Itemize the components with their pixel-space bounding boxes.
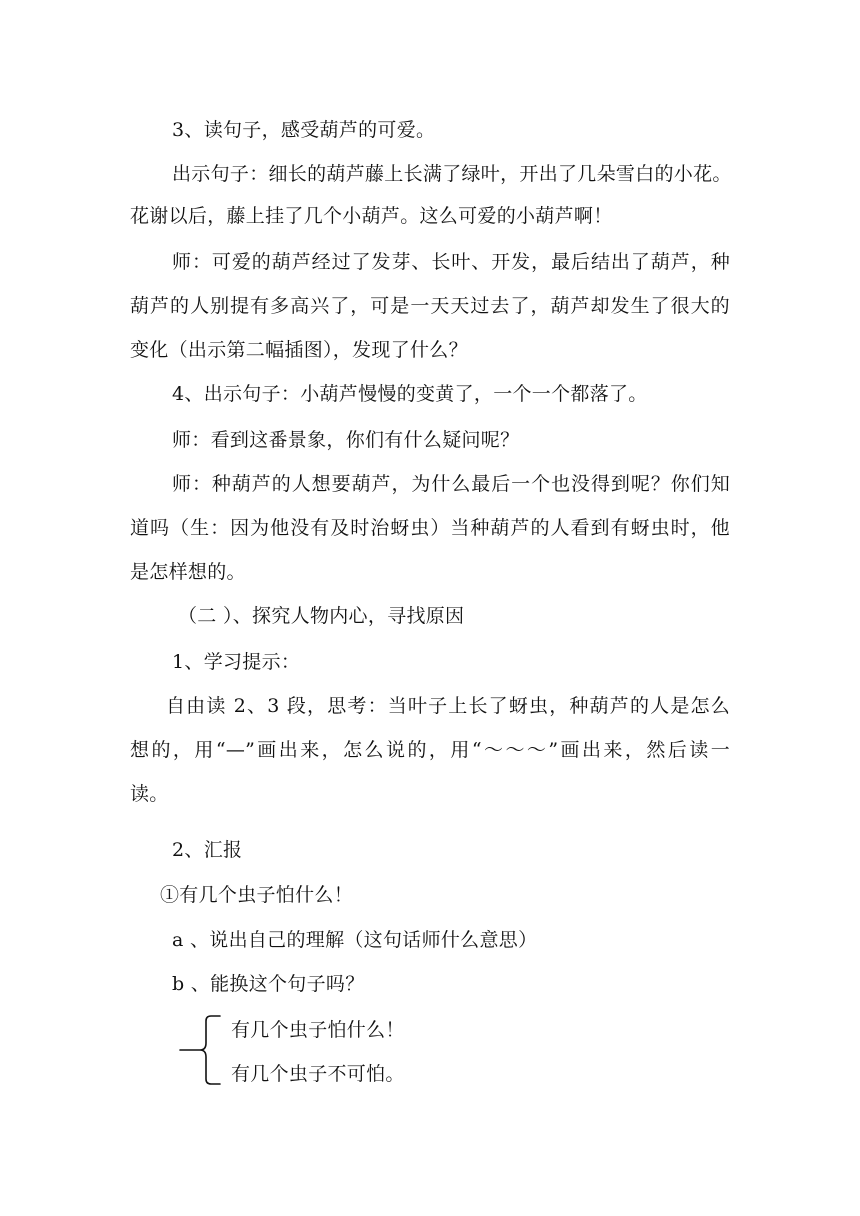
paragraph-line: 读。 bbox=[130, 783, 169, 805]
paragraph-line: 花谢以后，藤上挂了几个小葫芦。这么可爱的小葫芦啊！ bbox=[130, 205, 613, 227]
paragraph-line: 是怎样想的。 bbox=[130, 561, 246, 583]
list-item: ①有几个虫子怕什么！ bbox=[160, 884, 354, 906]
paragraph-line: 师：看到这番景象，你们有什么疑问呢？ bbox=[172, 429, 520, 451]
paragraph-heading-4: 4、出示句子：小葫芦慢慢的变黄了，一个一个都落了。 bbox=[172, 383, 648, 405]
curly-brace-icon bbox=[178, 1013, 226, 1087]
paragraph-line: 葫芦的人别提有多高兴了，可是一天天过去了，葫芦却发生了很大的 bbox=[130, 295, 730, 317]
paragraph-line: 道吗（生：因为他没有及时治蚜虫）当种葫芦的人看到有蚜虫时，他 bbox=[130, 517, 730, 539]
list-item: b 、能换这个句子吗？ bbox=[172, 973, 365, 995]
paragraph-line: 变化（出示第二幅插图），发现了什么？ bbox=[130, 339, 468, 361]
section-heading: （二 ）、探究人物内心，寻找原因 bbox=[178, 605, 465, 627]
list-item: 1、学习提示： bbox=[172, 651, 301, 673]
paragraph-line: 师：可爱的葫芦经过了发芽、长叶、开发，最后结出了葫芦，种 bbox=[172, 251, 730, 273]
list-item: 2、汇报 bbox=[172, 839, 243, 861]
paragraph-heading-3: 3、读句子，感受葫芦的可爱。 bbox=[172, 119, 436, 141]
paragraph-line: 想的，用“—”画出来，怎么说的，用“～～～”画出来，然后读一 bbox=[130, 739, 730, 761]
brace-option: 有几个虫子不可怕。 bbox=[231, 1063, 405, 1085]
list-item: a 、说出自己的理解（这句话师什么意思） bbox=[172, 929, 538, 951]
paragraph-line: 出示句子：细长的葫芦藤上长满了绿叶，开出了几朵雪白的小花。 bbox=[172, 163, 732, 185]
brace-option: 有几个虫子怕什么！ bbox=[231, 1019, 405, 1041]
paragraph-line: 自由读 2、3 段，思考：当叶子上长了蚜虫，种葫芦的人是怎么 bbox=[166, 695, 730, 717]
paragraph-line: 师：种葫芦的人想要葫芦，为什么最后一个也没得到呢？你们知 bbox=[172, 473, 730, 495]
